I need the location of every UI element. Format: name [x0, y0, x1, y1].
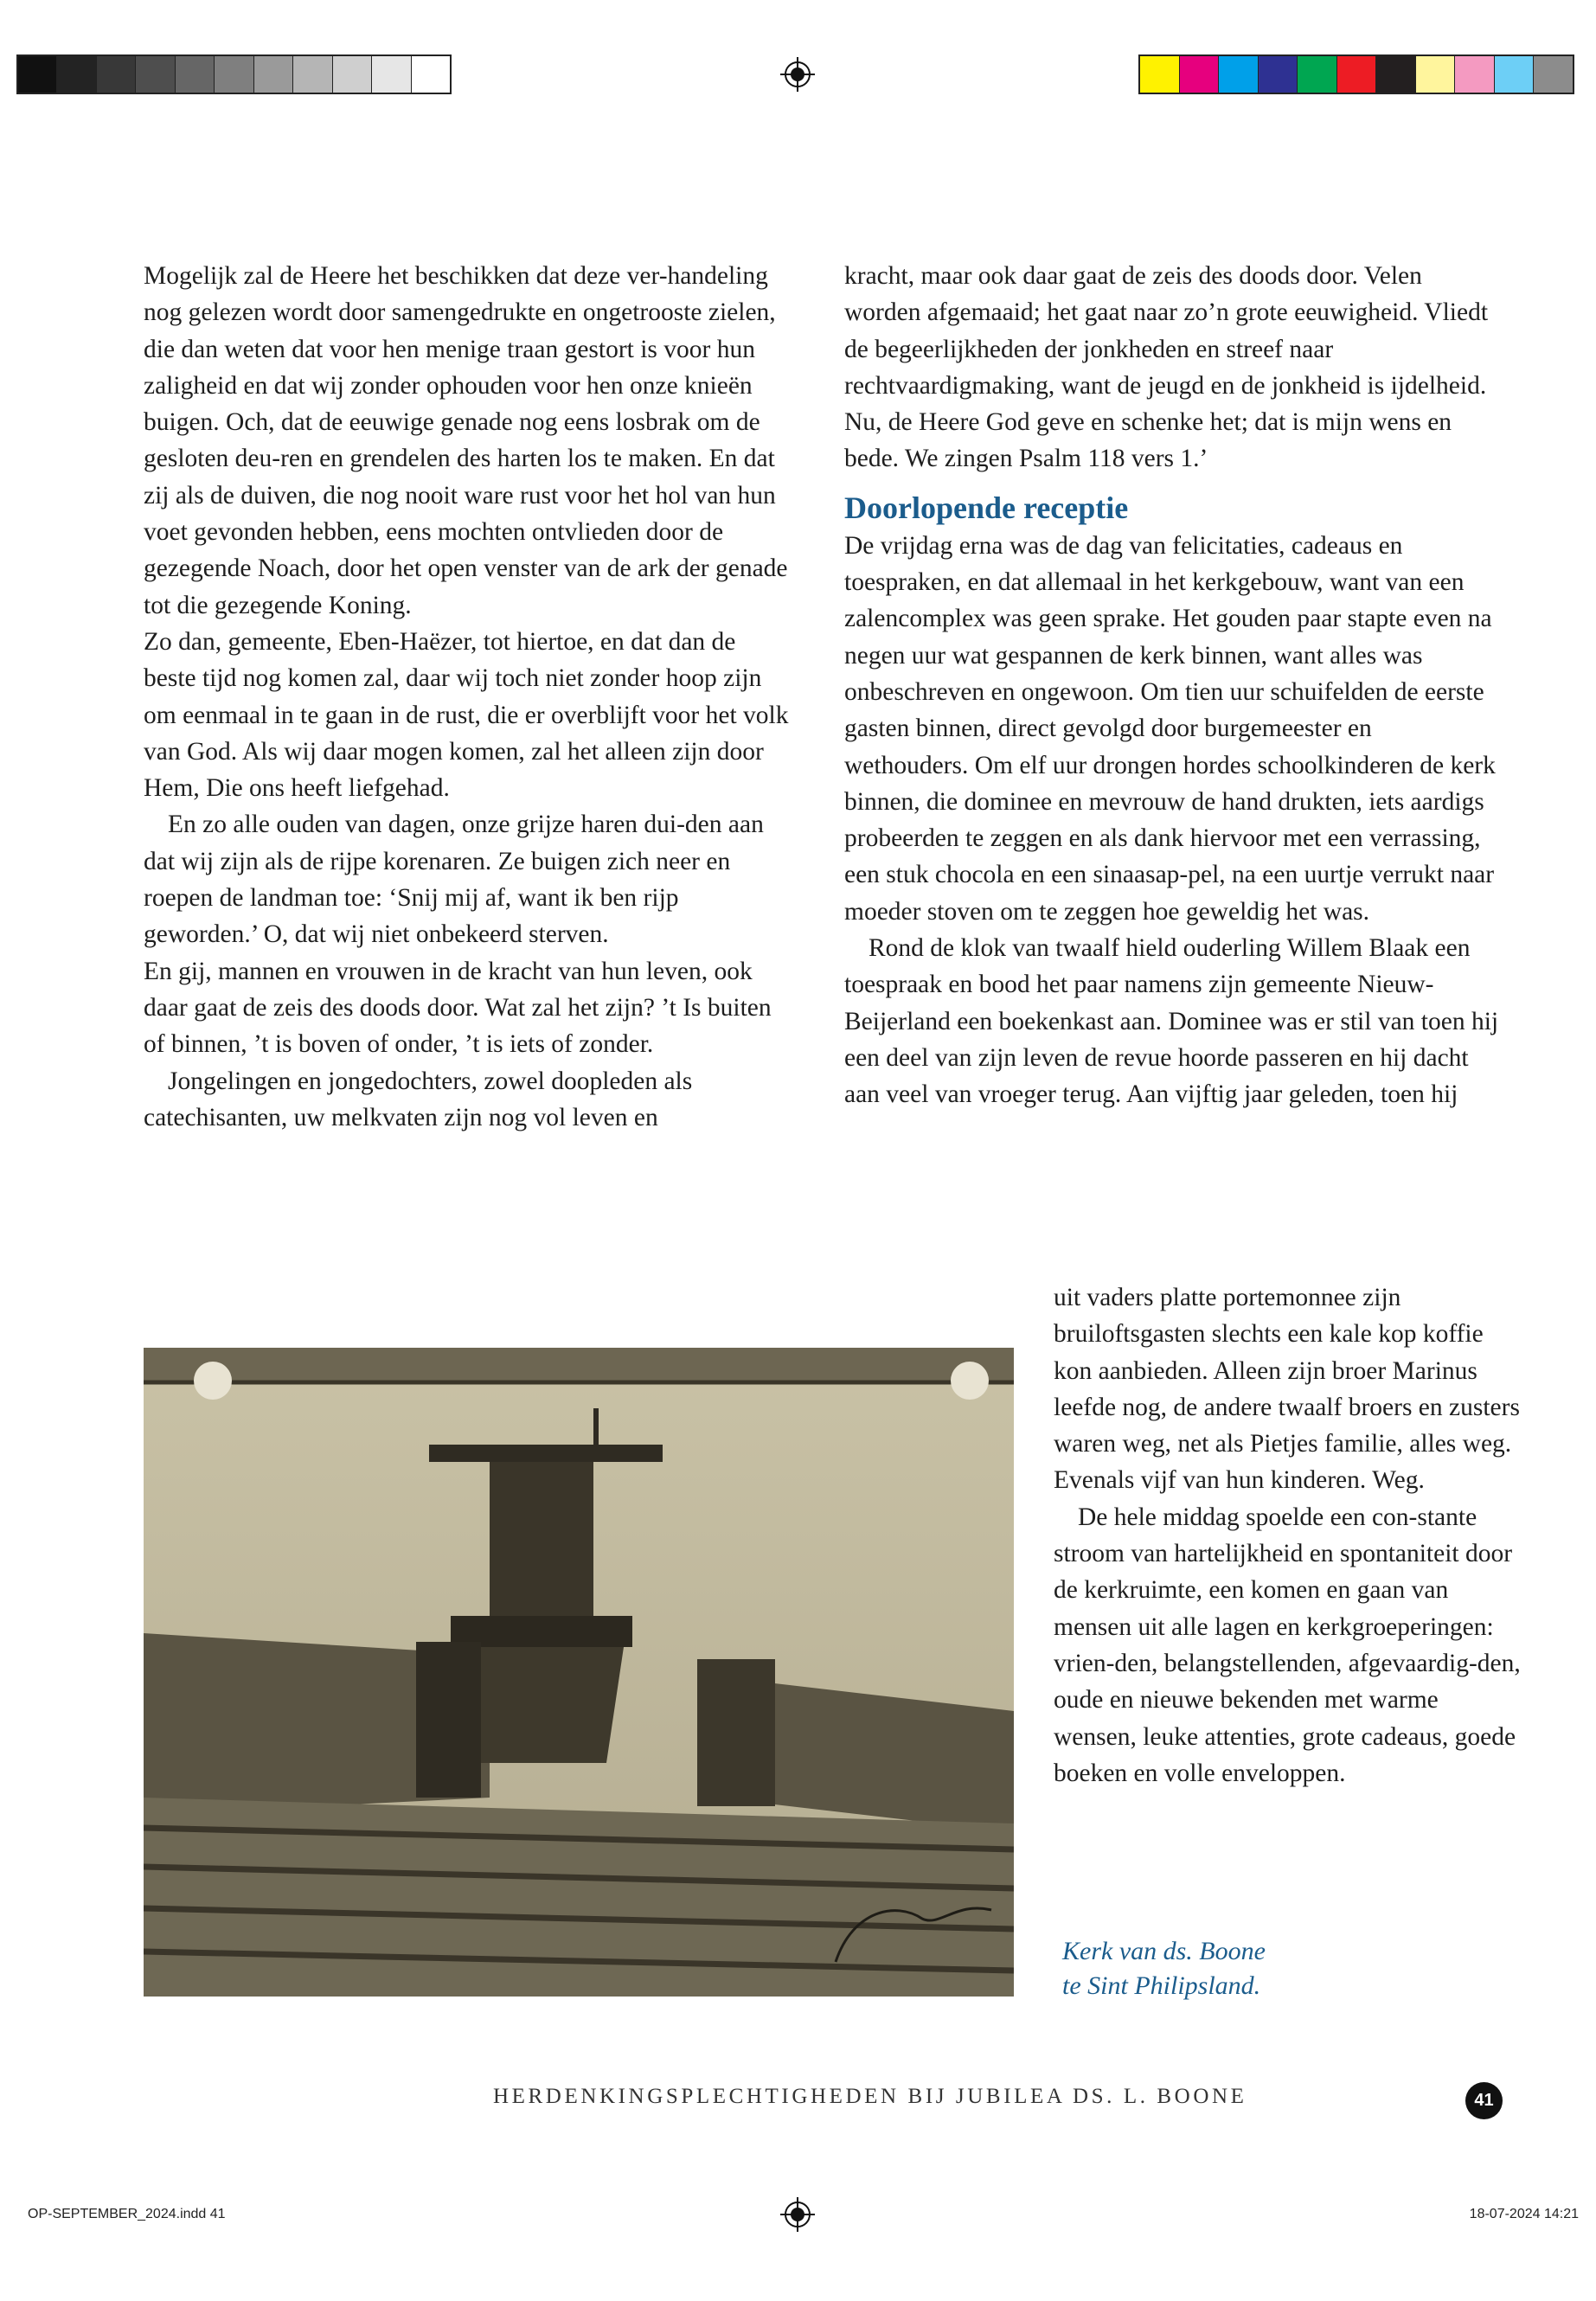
color-swatch — [1180, 56, 1220, 93]
paragraph: Jongelingen en jongedochters, zowel doopleden als catechisanten, uw melkvaten zijn nog vol leven en — [144, 1067, 693, 1131]
color-swatch — [333, 56, 372, 93]
photo-caption — [1062, 1934, 1266, 2003]
registration-mark-icon — [780, 2197, 815, 2232]
color-swatch — [1140, 56, 1180, 93]
section-heading: Doorlopende receptie — [844, 490, 1129, 525]
color-swatch — [176, 56, 215, 93]
paragraph: kracht, maar ook daar gaat de zeis des doods door. Velen worden afgemaaid; het gaat naar zo’n grote eeuwigheid. Vliedt de begeerlijkheden der jonkheden en streef naar rechtvaardigmaking, want de jeugd en de jonkheid is ijdelheid. Nu, de Heere God geve en schenke het; dat is mijn wens en bede. We zingen Psalm 118 vers 1.’ — [844, 262, 1489, 473]
color-swatch — [97, 56, 136, 93]
color-swatch — [1298, 56, 1337, 93]
caption-line: Kerk van ds. Boone — [1062, 1937, 1266, 1965]
grayscale-bar — [16, 54, 452, 94]
color-swatch — [372, 56, 411, 93]
slug-file: OP-SEPTEMBER_2024.indd 41 — [28, 2207, 226, 2221]
color-swatch — [1259, 56, 1298, 93]
color-swatch — [1376, 56, 1416, 93]
paragraph: uit vaders platte portemonnee zijn bruiloftsgasten slechts een kale kop koffie kon aanbieden. Alleen zijn broer Marinus leefde nog, de andere twaalf broers en zusters waren weg, net als Pietjes familie, alles weg. Evenals vijf van hun kinderen. Weg. — [1054, 1284, 1520, 1495]
color-swatch — [1495, 56, 1535, 93]
paragraph: Rond de klok van twaalf hield ouderling Willem Blaak een toespraak en bood het paar namens zijn gemeente Nieuw-Beijerland een boekenkast aan. Dominee was er stil van toen hij een deel van zijn leven de revue hoorde passeren en hij dacht aan veel van vroeger terug. Aan vijftig jaar geleden, toen hij — [844, 934, 1499, 1109]
caption-line: te Sint Philipsland. — [1062, 1971, 1261, 2000]
page-number: 41 — [1465, 2082, 1503, 2119]
church-interior-photo — [144, 1348, 1014, 1997]
paragraph: De vrijdag erna was de dag van felicitaties, cadeaus en toespraken, en dat allemaal in het kerkgebouw, want van een zalencomplex was geen sprake. Het gouden paar stapte even na negen uur wat gespannen de kerk binnen, want alles was onbeschreven en ongewoon. Om tien uur schuifelden de eerste gasten binnen, direct gevolgd door burgemeester en wethouders. Om elf uur drongen hordes schoolkinderen de kerk binnen, die dominee en mevrouw de hand drukten, iets aardigs probeerden te zeggen en als dank hiervoor met een verrassing, een stuk chocola en een sinaasap-pel, na een uurtje verrukt naar moeder stoven om te zeggen hoe geweldig het was. — [844, 531, 1496, 926]
paragraph: Mogelijk zal de Heere het beschikken dat deze ver-handeling nog gelezen wordt door samengedrukte en ongetrooste zielen, die dan weten dat voor hen menige traan gestort is voor hun zaligheid en dat wij zonder ophouden voor hen onze knieën buigen. Och, dat de eeuwige genade nog eens losbrak om de gesloten deu-ren en grendelen des harten los te maken. En dat zij als de duiven, die nog nooit ware rust voor het hol van hun voet gevonden hebben, eens mochten ontvlieden door de gezegende Noach, door het open venster van de ark der genade tot die gezegende Koning. — [144, 262, 788, 619]
color-swatch — [1534, 56, 1573, 93]
paragraph: En gij, mannen en vrouwen in de kracht van hun leven, ook daar gaat de zeis des doods door. Wat zal het zijn? ’t Is buiten of binnen, ’t is boven of onder, ’t is iets of zonder. — [144, 957, 772, 1059]
color-swatch — [293, 56, 332, 93]
paragraph: Zo dan, gemeente, Eben-Haëzer, tot hiertoe, en dat dan de beste tijd nog komen zal, daar wij toch niet zonder hoop zijn om eenmaal in te gaan in de rust, die er overblijft voor het volk van God. Als wij daar mogen komen, zal het alleen zijn door Hem, Die ons heeft liefgehad. — [144, 627, 789, 803]
paragraph: En zo alle ouden van dagen, onze grijze haren dui-den aan dat wij zijn als de rijpe korenaren. Ze buigen zich neer en roepen de landman toe: ‘Snij mij af, want ik ben rijp geworden.’ O, dat wij niet onbekeerd sterven. — [144, 811, 764, 949]
slug-date: 18-07-2024 14:21 — [1469, 2207, 1579, 2221]
color-swatch — [215, 56, 253, 93]
color-swatch — [1219, 56, 1259, 93]
color-swatch — [254, 56, 293, 93]
narrow-column — [1054, 1279, 1521, 1791]
left-column — [144, 258, 794, 1136]
right-column — [844, 258, 1502, 1113]
color-swatch — [1337, 56, 1377, 93]
running-footer: HERDENKINGSPLECHTIGHEDEN BIJ JUBILEA DS. L. BOONE — [493, 2085, 1247, 2108]
color-swatch — [136, 56, 175, 93]
color-swatch — [1455, 56, 1495, 93]
color-bar — [1138, 54, 1574, 94]
registration-mark-icon — [780, 57, 815, 92]
color-swatch — [1416, 56, 1456, 93]
paragraph: De hele middag spoelde een con-stante stroom van hartelijkheid en spontaniteit door de kerkruimte, een komen en gaan van mensen uit alle lagen en kerkgroeperingen: vrien-den, belangstellenden, afgevaardig-den, oude en nieuwe bekenden met warme wensen, leuke attenties, grote cadeaus, goede boeken en volle enveloppen. — [1054, 1503, 1521, 1787]
color-swatch — [18, 56, 57, 93]
color-swatch — [57, 56, 96, 93]
color-swatch — [412, 56, 450, 93]
